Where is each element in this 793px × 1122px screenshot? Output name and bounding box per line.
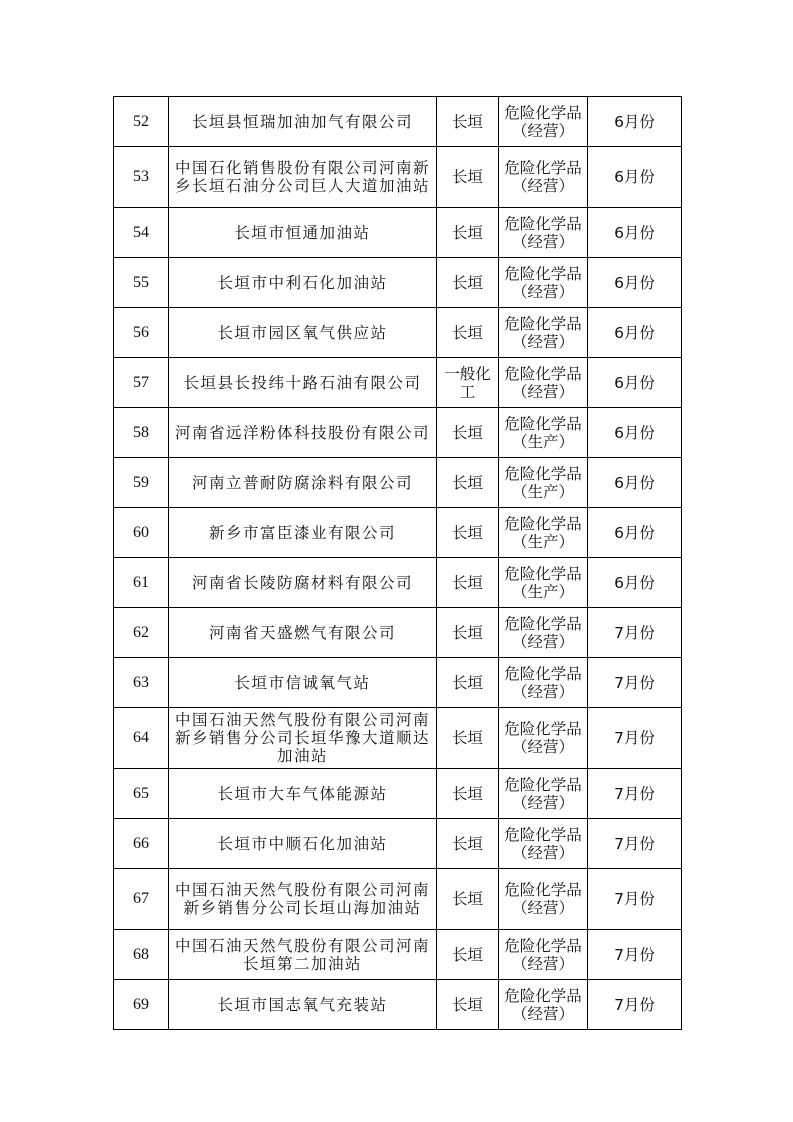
row-number: 65: [114, 769, 169, 819]
category-cell: 危险化学品（经营）: [499, 208, 588, 258]
category-cell: 危险化学品（经营）: [499, 708, 588, 769]
table-row: [114, 980, 682, 1030]
row-number: 62: [114, 608, 169, 658]
area-cell: 长垣: [437, 869, 499, 930]
area-cell: 长垣: [437, 97, 499, 147]
category-cell: 危险化学品（经营）: [499, 608, 588, 658]
enterprise-name: 长垣县长投纬十路石油有限公司: [169, 358, 437, 408]
row-number: 58: [114, 408, 169, 458]
enterprise-name: 中国石油天然气股份有限公司河南新乡销售分公司长垣华豫大道顺达加油站: [169, 708, 437, 769]
category-cell: 危险化学品（经营）: [499, 147, 588, 208]
month-cell: 6月份: [588, 208, 682, 258]
enterprise-name: 长垣市国志氧气充装站: [169, 980, 437, 1030]
enterprise-name: 河南立普耐防腐涂料有限公司: [169, 458, 437, 508]
enterprise-name: 长垣市信诚氧气站: [169, 658, 437, 708]
area-cell: 长垣: [437, 147, 499, 208]
category-cell: 危险化学品（经营）: [499, 97, 588, 147]
table-row: [114, 258, 682, 308]
enterprise-name: 长垣市中利石化加油站: [169, 258, 437, 308]
month-cell: 6月份: [588, 358, 682, 408]
enterprise-name: 新乡市富臣漆业有限公司: [169, 508, 437, 558]
month-cell: 7月份: [588, 608, 682, 658]
month-cell: 7月份: [588, 769, 682, 819]
category-cell: 危险化学品（经营）: [499, 819, 588, 869]
enterprise-name: 长垣市中顺石化加油站: [169, 819, 437, 869]
area-cell: 长垣: [437, 508, 499, 558]
month-cell: 7月份: [588, 930, 682, 980]
month-cell: 6月份: [588, 147, 682, 208]
category-cell: 危险化学品（生产）: [499, 508, 588, 558]
table-row: [114, 308, 682, 358]
area-cell: 长垣: [437, 458, 499, 508]
enterprise-name: 长垣县恒瑞加油加气有限公司: [169, 97, 437, 147]
row-number: 57: [114, 358, 169, 408]
table-row: [114, 97, 682, 147]
area-cell: 长垣: [437, 708, 499, 769]
row-number: 55: [114, 258, 169, 308]
table-row: [114, 930, 682, 980]
row-number: 63: [114, 658, 169, 708]
enterprise-name: 中国石化销售股份有限公司河南新乡长垣石油分公司巨人大道加油站: [169, 147, 437, 208]
month-cell: 6月份: [588, 258, 682, 308]
month-cell: 6月份: [588, 408, 682, 458]
table-row: [114, 358, 682, 408]
table-row: [114, 147, 682, 208]
area-cell: 长垣: [437, 769, 499, 819]
enterprise-name: 河南省远洋粉体科技股份有限公司: [169, 408, 437, 458]
table-row: [114, 408, 682, 458]
enterprise-name: 河南省天盛燃气有限公司: [169, 608, 437, 658]
row-number: 59: [114, 458, 169, 508]
enterprise-name: 长垣市大车气体能源站: [169, 769, 437, 819]
category-cell: 危险化学品（经营）: [499, 769, 588, 819]
area-cell: 长垣: [437, 819, 499, 869]
area-cell: 长垣: [437, 408, 499, 458]
enterprise-inspection-table: [113, 96, 682, 1030]
month-cell: 7月份: [588, 658, 682, 708]
row-number: 61: [114, 558, 169, 608]
row-number: 56: [114, 308, 169, 358]
row-number: 67: [114, 869, 169, 930]
table-row: [114, 608, 682, 658]
enterprise-name: 中国石油天然气股份有限公司河南长垣第二加油站: [169, 930, 437, 980]
month-cell: 6月份: [588, 558, 682, 608]
category-cell: 危险化学品（生产）: [499, 458, 588, 508]
category-cell: 危险化学品（经营）: [499, 258, 588, 308]
row-number: 52: [114, 97, 169, 147]
row-number: 60: [114, 508, 169, 558]
area-cell: 长垣: [437, 308, 499, 358]
table-row: [114, 708, 682, 769]
enterprise-name: 长垣市恒通加油站: [169, 208, 437, 258]
category-cell: 危险化学品（生产）: [499, 408, 588, 458]
area-cell: 长垣: [437, 658, 499, 708]
category-cell: 危险化学品（经营）: [499, 980, 588, 1030]
row-number: 68: [114, 930, 169, 980]
category-cell: 危险化学品（生产）: [499, 558, 588, 608]
row-number: 53: [114, 147, 169, 208]
month-cell: 7月份: [588, 819, 682, 869]
row-number: 54: [114, 208, 169, 258]
area-cell: 长垣: [437, 980, 499, 1030]
month-cell: 7月份: [588, 980, 682, 1030]
month-cell: 6月份: [588, 308, 682, 358]
table-row: [114, 819, 682, 869]
row-number: 64: [114, 708, 169, 769]
enterprise-name: 长垣市园区氧气供应站: [169, 308, 437, 358]
area-cell: 长垣: [437, 258, 499, 308]
area-cell: 长垣: [437, 608, 499, 658]
category-cell: 危险化学品（经营）: [499, 930, 588, 980]
month-cell: 6月份: [588, 508, 682, 558]
table-row: [114, 458, 682, 508]
category-cell: 危险化学品（经营）: [499, 358, 588, 408]
area-cell: 长垣: [437, 558, 499, 608]
month-cell: 7月份: [588, 708, 682, 769]
enterprise-name: 河南省长陵防腐材料有限公司: [169, 558, 437, 608]
category-cell: 危险化学品（经营）: [499, 658, 588, 708]
enterprise-name: 中国石油天然气股份有限公司河南新乡销售分公司长垣山海加油站: [169, 869, 437, 930]
month-cell: 6月份: [588, 458, 682, 508]
area-cell: 一般化工: [437, 358, 499, 408]
table-row: [114, 558, 682, 608]
table-row: [114, 208, 682, 258]
area-cell: 长垣: [437, 930, 499, 980]
table-row: [114, 508, 682, 558]
table-row: [114, 769, 682, 819]
area-cell: 长垣: [437, 208, 499, 258]
category-cell: 危险化学品（经营）: [499, 308, 588, 358]
month-cell: 6月份: [588, 97, 682, 147]
month-cell: 7月份: [588, 869, 682, 930]
row-number: 69: [114, 980, 169, 1030]
table-row: [114, 658, 682, 708]
row-number: 66: [114, 819, 169, 869]
category-cell: 危险化学品（经营）: [499, 869, 588, 930]
table-row: [114, 869, 682, 930]
